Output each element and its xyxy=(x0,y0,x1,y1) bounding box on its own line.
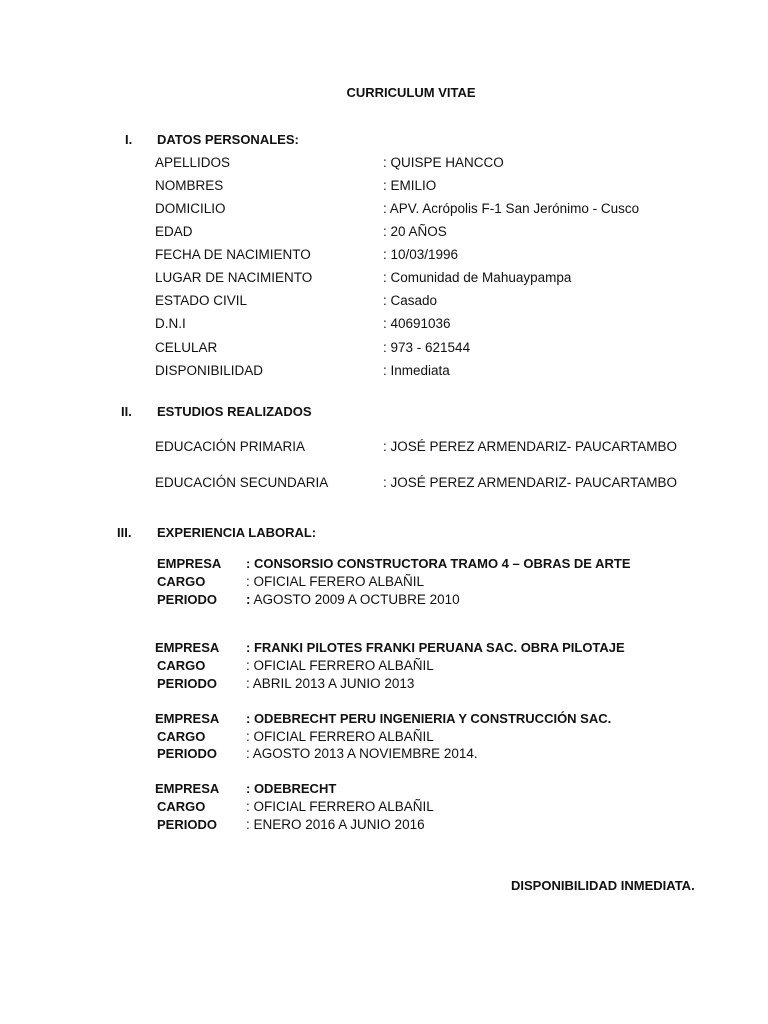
field-value-educacion-secundaria: : JOSÉ PEREZ ARMENDARIZ- PAUCARTAMBO xyxy=(383,475,678,490)
job-value-periodo xyxy=(246,592,460,607)
field-label-educacion-primaria: EDUCACIÓN PRIMARIA xyxy=(155,439,306,454)
field-value-dni: : 40691036 xyxy=(383,316,451,331)
field-label-lugar-nacimiento: LUGAR DE NACIMIENTO xyxy=(155,270,313,285)
page-title: CURRICULUM VITAE xyxy=(346,85,476,100)
field-label-domicilio: DOMICILIO xyxy=(155,201,226,216)
job-value-empresa: : CONSORSIO CONSTRUCTORA TRAMO 4 – OBRAS DE ARTE xyxy=(246,556,631,571)
job-value-empresa: : ODEBRECHT PERU INGENIERIA Y CONSTRUCCIÓN SAC. xyxy=(246,711,612,726)
section-number-studies: II. xyxy=(121,404,132,419)
field-value-celular: : 973 - 621544 xyxy=(383,340,471,355)
field-label-fecha-nacimiento: FECHA DE NACIMIENTO xyxy=(155,247,311,262)
job-label-empresa: EMPRESA xyxy=(155,781,220,796)
job-label-cargo: CARGO xyxy=(157,574,206,589)
job-label-cargo: CARGO xyxy=(157,729,206,744)
field-value-estado-civil: : Casado xyxy=(383,293,438,308)
job-label-periodo: PERIODO xyxy=(157,817,217,832)
field-value-educacion-primaria: : JOSÉ PEREZ ARMENDARIZ- PAUCARTAMBO xyxy=(383,439,678,454)
availability-note: DISPONIBILIDAD INMEDIATA. xyxy=(511,878,695,893)
field-label-nombres: NOMBRES xyxy=(155,178,224,193)
field-label-celular: CELULAR xyxy=(155,340,218,355)
job-value-cargo: : OFICIAL FERRERO ALBAÑIL xyxy=(246,729,434,744)
job-label-periodo: PERIODO xyxy=(157,592,217,607)
section-heading-personal: DATOS PERSONALES: xyxy=(157,132,299,147)
job-value-periodo: : ABRIL 2013 A JUNIO 2013 xyxy=(246,676,415,691)
section-heading-studies: ESTUDIOS REALIZADOS xyxy=(157,404,312,419)
job-label-cargo: CARGO xyxy=(157,799,206,814)
field-label-educacion-secundaria: EDUCACIÓN SECUNDARIA xyxy=(155,475,329,490)
section-heading-experience: EXPERIENCIA LABORAL: xyxy=(157,525,317,540)
job-label-empresa: EMPRESA xyxy=(155,711,220,726)
job-label-periodo: PERIODO xyxy=(157,746,217,761)
job-value-periodo: : AGOSTO 2013 A NOVIEMBRE 2014. xyxy=(246,746,478,761)
job-value-empresa: : FRANKI PILOTES FRANKI PERUANA SAC. OBRA PILOTAJE xyxy=(246,640,625,655)
field-label-dni: D.N.I xyxy=(155,316,186,331)
job-periodo-text: AGOSTO 2009 A OCTUBRE 2010 xyxy=(250,592,460,607)
section-number-experience: III. xyxy=(117,525,132,540)
field-value-nombres: : EMILIO xyxy=(383,178,437,193)
job-value-cargo: : OFICIAL FERRERO ALBAÑIL xyxy=(246,658,434,673)
job-value-cargo: : OFICIAL FERERO ALBAÑIL xyxy=(246,574,425,589)
field-label-disponibilidad: DISPONIBILIDAD xyxy=(155,363,264,378)
job-label-empresa: EMPRESA xyxy=(155,640,220,655)
field-value-domicilio: : APV. Acrópolis F-1 San Jerónimo - Cusco xyxy=(383,201,640,216)
field-value-disponibilidad: : Inmediata xyxy=(383,363,450,378)
field-label-apellidos: APELLIDOS xyxy=(155,155,231,170)
job-periodo-colon: : xyxy=(246,592,251,607)
job-value-cargo: : OFICIAL FERRERO ALBAÑIL xyxy=(246,799,434,814)
job-label-empresa: EMPRESA xyxy=(157,556,222,571)
field-value-fecha-nacimiento: : 10/03/1996 xyxy=(383,247,459,262)
section-number-personal: I. xyxy=(125,132,133,147)
job-label-cargo: CARGO xyxy=(157,658,206,673)
field-value-apellidos: : QUISPE HANCCO xyxy=(383,155,504,170)
field-label-edad: EDAD xyxy=(155,224,193,239)
field-value-lugar-nacimiento: : Comunidad de Mahuaypampa xyxy=(383,270,572,285)
field-value-edad: : 20 AÑOS xyxy=(383,224,447,239)
job-value-periodo: : ENERO 2016 A JUNIO 2016 xyxy=(246,817,425,832)
job-label-periodo: PERIODO xyxy=(157,676,217,691)
field-label-estado-civil: ESTADO CIVIL xyxy=(155,293,248,308)
job-value-empresa: : ODEBRECHT xyxy=(246,781,337,796)
